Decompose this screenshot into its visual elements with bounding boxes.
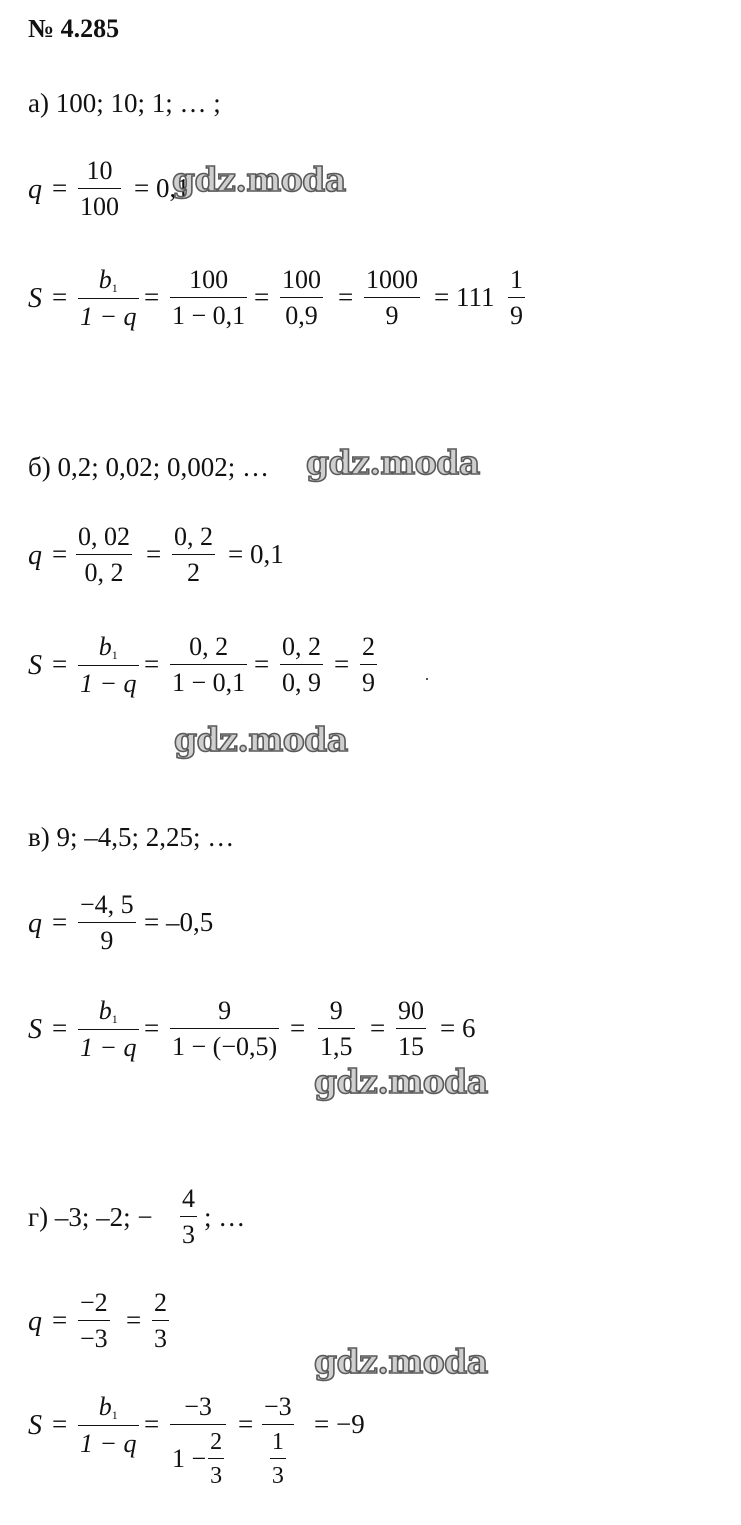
s-label-a: S — [28, 283, 42, 314]
denominator: 1 − 0,1 — [172, 668, 246, 697]
equals-sign: = — [52, 1409, 68, 1439]
sequence-v: в) 9; –4,5; 2,25; … — [28, 822, 235, 852]
numerator: 10 — [86, 156, 113, 185]
denominator: 1 − q — [80, 669, 137, 698]
equals-sign: = — [52, 539, 68, 569]
equals-sign: = — [126, 1305, 142, 1335]
denominator: 9 — [362, 668, 375, 697]
fraction-b1-v — [78, 998, 139, 1061]
equals-sign: = — [146, 539, 162, 569]
fraction-3-b — [280, 634, 323, 696]
stray-dot — [426, 678, 428, 680]
numerator: 2 — [362, 632, 375, 661]
numerator: 0, 02 — [78, 522, 130, 551]
result-integer-a: = 111 — [434, 282, 495, 312]
complex-denominator — [268, 1430, 288, 1488]
numerator: 100 — [189, 265, 229, 294]
denominator: 0, 2 — [84, 558, 124, 587]
equals-sign: = — [52, 649, 68, 679]
sequence-g-start: г) –3; –2; − — [28, 1202, 153, 1232]
equals-sign: = — [52, 1013, 68, 1043]
complex-denominator — [170, 1430, 226, 1488]
one-minus: 1 − — [172, 1444, 207, 1473]
q-label-g: q — [28, 1306, 42, 1337]
subscript: 1 — [111, 1408, 118, 1422]
numerator: −2 — [80, 1288, 108, 1317]
denominator: 1 − q — [80, 1429, 137, 1458]
subscript: 1 — [111, 1012, 118, 1026]
denominator: 1 − q — [80, 302, 137, 331]
fraction-2-b — [170, 634, 247, 696]
s-result-g: = −9 — [314, 1409, 365, 1439]
fraction-q2-g — [152, 1290, 169, 1352]
fraction-q-g — [78, 1290, 110, 1352]
fraction-3-a — [280, 267, 323, 329]
denominator: 1 − q — [80, 1033, 137, 1062]
b-letter: b — [98, 265, 112, 294]
b-letter: b — [98, 632, 112, 661]
fraction-q-b — [76, 524, 132, 586]
numerator: 4 — [182, 1184, 195, 1213]
fraction-q-a — [78, 158, 121, 220]
subscript: 1 — [111, 648, 118, 662]
fraction-2-a — [170, 267, 247, 329]
b-letter: b — [98, 1392, 112, 1421]
subscript: 1 — [111, 281, 118, 295]
s-result-v: = 6 — [440, 1013, 476, 1043]
numerator: 100 — [282, 265, 321, 294]
denominator: 0, 9 — [282, 668, 321, 697]
q-result-v: = –0,5 — [144, 907, 214, 937]
sequence-g-end: ; … — [204, 1202, 246, 1232]
equals-sign: = — [334, 649, 350, 679]
denominator: 1 − (−0,5) — [172, 1032, 278, 1061]
denominator: 3 — [182, 1220, 195, 1249]
q-label-v: q — [28, 908, 42, 939]
numerator: 9 — [329, 996, 343, 1025]
numerator: 90 — [398, 996, 424, 1025]
denominator: 3 — [210, 1463, 223, 1489]
fraction-3-g — [262, 1394, 294, 1488]
fraction-4-v — [396, 998, 426, 1060]
fraction-b1-a — [78, 267, 139, 330]
equals-sign: = — [290, 1013, 306, 1043]
denominator: −3 — [80, 1324, 108, 1353]
equals-sign: = — [52, 1305, 68, 1335]
fraction-4-a — [364, 267, 420, 329]
sequence-b: б) 0,2; 0,02; 0,002; … — [28, 452, 269, 482]
denominator: 9 — [385, 301, 399, 330]
equals-sign: = — [254, 649, 270, 679]
watermark: gdz.moda — [314, 1062, 488, 1101]
fraction-seq-g — [180, 1186, 197, 1248]
numerator: 0, 2 — [174, 522, 213, 551]
sequence-a: а) 100; 10; 1; … ; — [28, 88, 221, 118]
denominator: 3 — [154, 1324, 167, 1353]
equals-sign: = — [238, 1409, 254, 1439]
q-result-a: = 0,1 — [134, 173, 190, 203]
fraction-2-g — [170, 1394, 226, 1488]
numerator: −3 — [264, 1392, 292, 1421]
q-label-a: q — [28, 174, 42, 205]
equals-sign: = — [144, 1013, 160, 1043]
denominator: 2 — [187, 558, 200, 587]
equals-sign: = — [370, 1013, 386, 1043]
fraction-3-v — [318, 998, 355, 1060]
watermark: gdz.moda — [306, 443, 480, 482]
q-result-b: = 0,1 — [228, 539, 284, 569]
fraction-result-a — [508, 267, 525, 329]
b-letter: b — [98, 996, 112, 1025]
s-label-b: S — [28, 650, 42, 681]
numerator: 2 — [210, 1429, 223, 1455]
equals-sign: = — [254, 282, 270, 312]
numerator: 1 — [510, 265, 523, 294]
watermark: gdz.moda — [172, 160, 346, 199]
fraction-b1-g — [78, 1394, 139, 1457]
denominator: 15 — [398, 1032, 424, 1061]
denominator: 3 — [271, 1463, 284, 1489]
inner-fraction — [208, 1430, 224, 1488]
fraction-2-v — [170, 998, 279, 1060]
numerator: 0, 2 — [282, 632, 321, 661]
fraction-q2-b — [172, 524, 215, 586]
equals-sign: = — [52, 907, 68, 937]
numerator: −3 — [184, 1392, 212, 1421]
denominator: 9 — [100, 926, 114, 955]
denominator: 1 − 0,1 — [172, 301, 246, 330]
problem-number: № 4.285 — [28, 14, 120, 43]
fraction-q-v — [78, 892, 136, 954]
equals-sign: = — [52, 173, 68, 203]
denominator: 100 — [80, 192, 119, 221]
equals-sign: = — [338, 282, 354, 312]
inner-fraction — [270, 1430, 286, 1488]
denominator: 1,5 — [320, 1032, 353, 1061]
equals-sign: = — [144, 1409, 160, 1439]
denominator: 0,9 — [285, 301, 318, 330]
numerator: 9 — [218, 996, 232, 1025]
numerator: 2 — [154, 1288, 167, 1317]
s-label-g: S — [28, 1410, 42, 1441]
numerator: −4, 5 — [80, 890, 134, 919]
q-label-b: q — [28, 540, 42, 571]
numerator: 1 — [271, 1429, 284, 1455]
numerator: 0, 2 — [189, 632, 229, 661]
fraction-4-b — [360, 634, 377, 696]
equals-sign: = — [144, 282, 160, 312]
watermark: gdz.moda — [174, 720, 348, 759]
equals-sign: = — [144, 649, 160, 679]
equals-sign: = — [52, 282, 68, 312]
numerator: 1000 — [366, 265, 418, 294]
fraction-b1-b — [78, 634, 139, 697]
denominator: 9 — [510, 301, 523, 330]
watermark: gdz.moda — [314, 1342, 488, 1381]
s-label-v: S — [28, 1014, 42, 1045]
